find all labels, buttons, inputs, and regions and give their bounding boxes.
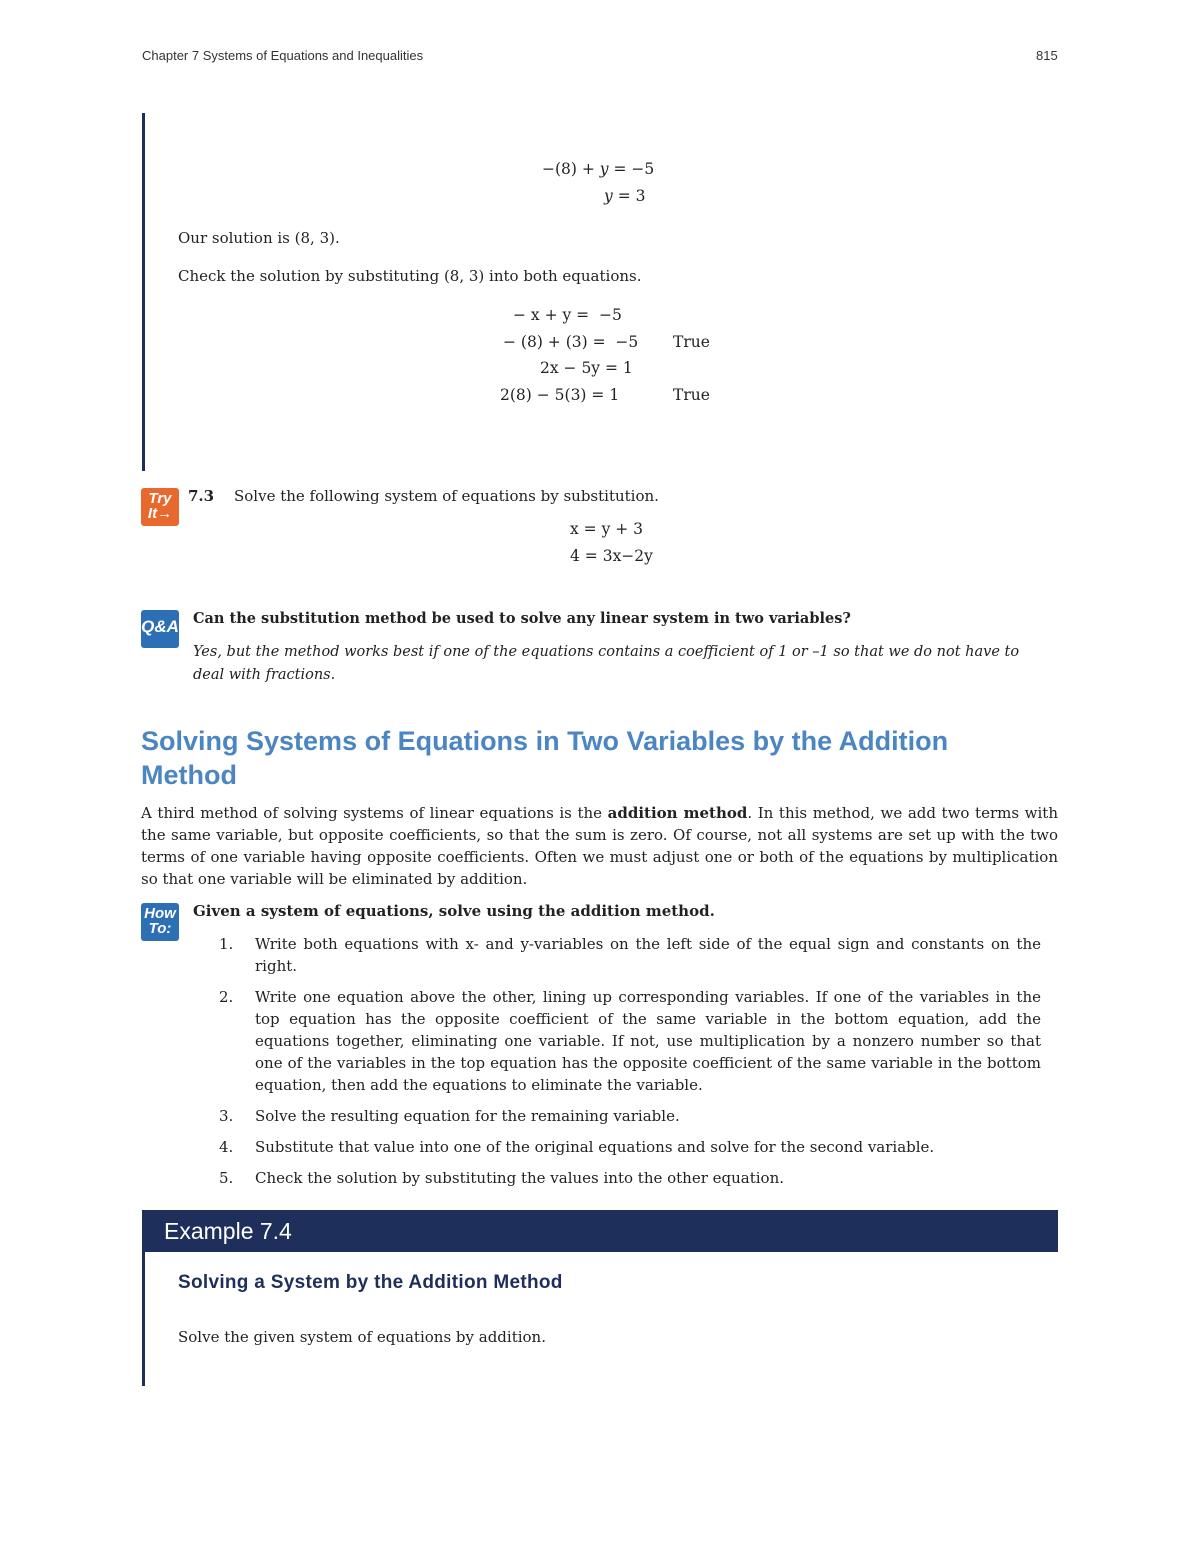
example-title: Solving a System by the Addition Method <box>178 1272 563 1293</box>
page-number: 815 <box>1036 48 1058 63</box>
section-heading: Solving Systems of Equations in Two Variables by the Addition Method <box>141 726 949 790</box>
section-paragraph: A third method of solving systems of linear equations is the addition method. In this method, we add two terms with the same variable, but opposite coefficients, so that the sum is zero. Of course, not all systems are set up with the two terms of one variable having opposite coefficients. Often we must adjust one or both of the equations by multiplication so that one variable will be eliminated by addition. <box>141 804 1058 888</box>
equation-line-1: −(8) + y = −5 <box>542 160 655 178</box>
try-it-icon: Try It→ <box>141 488 179 526</box>
try-it-prompt: Solve the following system of equations by substitution. <box>234 487 659 505</box>
example-side-bar <box>142 1252 145 1386</box>
qa-answer: Yes, but the method works best if one of the equations contains a coefficient of 1 or –1 so that we do not have to deal with fractions. <box>193 644 1020 683</box>
how-to-step: 3. Solve the resulting equation for the remaining variable. <box>219 1107 680 1125</box>
how-to-title: Given a system of equations, solve using the addition method. <box>193 902 715 920</box>
check-row: − x + y = −5 <box>513 306 622 324</box>
qa-icon: Q&A <box>141 610 179 648</box>
equation-line-2: y = 3 <box>604 187 646 205</box>
check-row: − (8) + (3) = −5 <box>503 333 639 351</box>
running-header: Chapter 7 Systems of Equations and Inequalities <box>142 48 424 63</box>
how-to-step: 5. Check the solution by substituting the values into the other equation. <box>219 1169 785 1187</box>
solution-text: Our solution is (8, 3). <box>178 229 340 247</box>
how-to-step: 2. Write one equation above the other, lining up corresponding variables. If one of the variables in the top equation has the opposite coefficient of the same variable in the bottom equation, add the equations together, eliminating one variable. If not, use multiplication by a nonzero number so that one of the variables in the top equation has the opposite coefficient of the same variable in the bottom equation, then add the equations to eliminate the variable. <box>219 988 1041 1094</box>
check-text: Check the solution by substituting (8, 3) into both equations. <box>178 267 642 285</box>
how-to-icon: How To: <box>141 903 179 941</box>
example-header-bar <box>142 1210 1058 1252</box>
how-to-step: 4. Substitute that value into one of the original equations and solve for the second variable. <box>219 1138 935 1156</box>
example-label: Example 7.4 <box>164 1218 292 1244</box>
check-note: True <box>673 333 710 351</box>
how-to-step: 1. Write both equations with x- and y-variables on the left side of the equal sign and constants on the right. <box>219 935 1041 975</box>
try-it-number: 7.3 <box>188 487 215 505</box>
try-it-equation-1: x = y + 3 <box>570 520 644 538</box>
check-row: 2x − 5y = 1 <box>540 359 633 377</box>
check-note: True <box>673 386 710 404</box>
example-side-bar <box>142 113 145 471</box>
try-it-equation-2: 4 = 3x−2y <box>570 547 653 565</box>
qa-question: Can the substitution method be used to solve any linear system in two variables? <box>193 610 851 627</box>
how-to-steps <box>219 933 1041 1198</box>
check-row: 2(8) − 5(3) = 1 <box>500 386 620 404</box>
example-prompt: Solve the given system of equations by addition. <box>178 1328 546 1346</box>
